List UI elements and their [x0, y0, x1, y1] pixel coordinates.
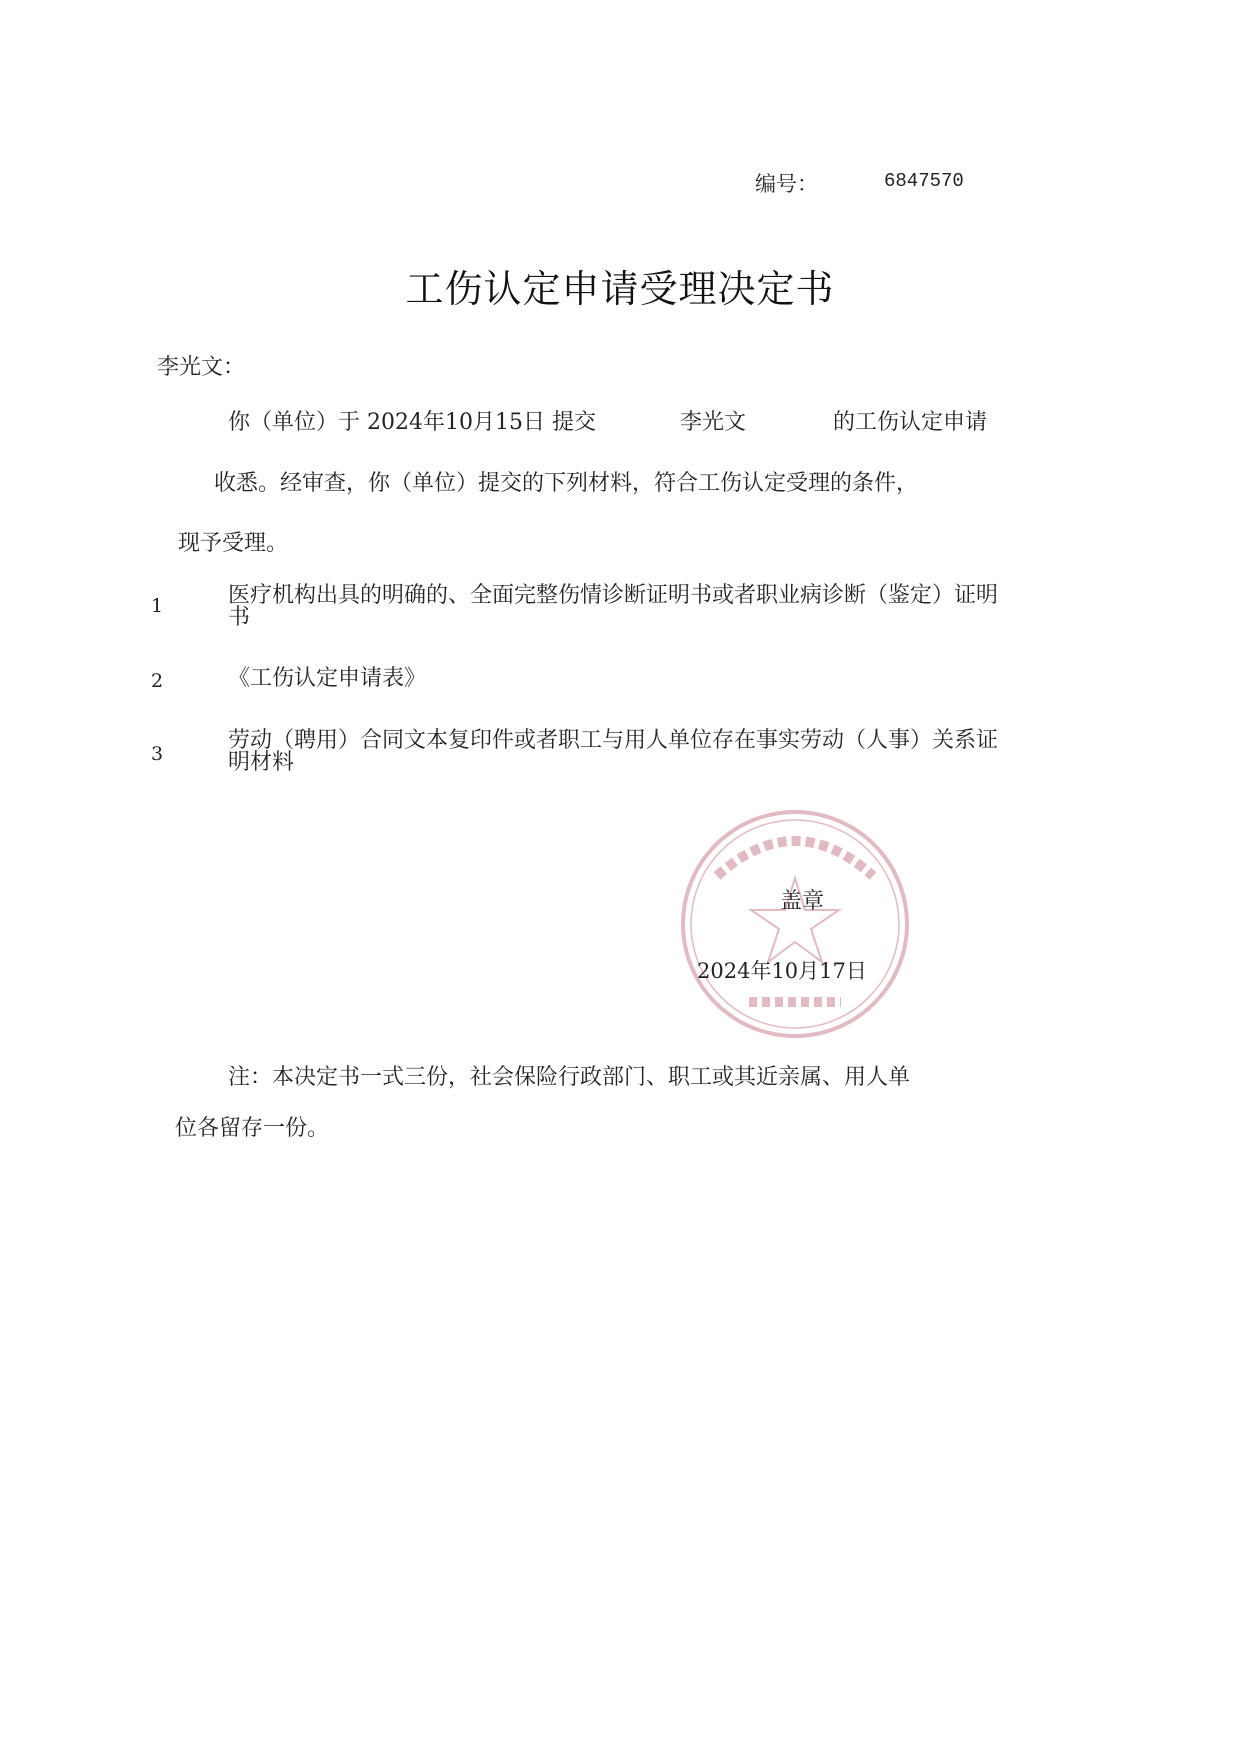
note-line-1: 注：本决定书一式三份，社会保险行政部门、职工或其近亲属、用人单	[228, 1065, 911, 1090]
body-line-2: 收悉。经审查，你（单位）提交的下列材料，符合工伤认定受理的条件，	[214, 471, 919, 496]
addressee: 李光文：	[157, 355, 246, 380]
body-line-1-end: 的工伤认定申请	[833, 410, 988, 435]
seal-date: 2024年10月17日	[697, 959, 867, 983]
material-item-text: 劳动（聘用）合同文本复印件或者职工与用人单位存在事实劳动（人事）关系证明材料	[228, 728, 999, 775]
body-line-3: 现予受理。	[178, 531, 289, 556]
document-title: 工伤认定申请受理决定书	[405, 267, 835, 311]
seal-label: 盖章	[780, 889, 825, 914]
material-item-number: 1	[151, 595, 164, 617]
document-number-label: 编号：	[755, 172, 818, 196]
applicant-name: 李光文	[680, 410, 747, 435]
material-item-number: 3	[151, 743, 164, 765]
body-line-1-start: 你（单位）于 2024年10月15日 提交	[228, 410, 596, 435]
material-item-text: 医疗机构出具的明确的、全面完整伤情诊断证明书或者职业病诊断（鉴定）证明书	[228, 583, 999, 630]
material-item-text: 《工伤认定申请表》	[228, 666, 427, 691]
note-line-2: 位各留存一份。	[175, 1116, 330, 1141]
document-number-value: 6847570	[884, 170, 964, 192]
official-seal-stamp	[677, 806, 913, 1042]
material-item-number: 2	[151, 670, 164, 692]
